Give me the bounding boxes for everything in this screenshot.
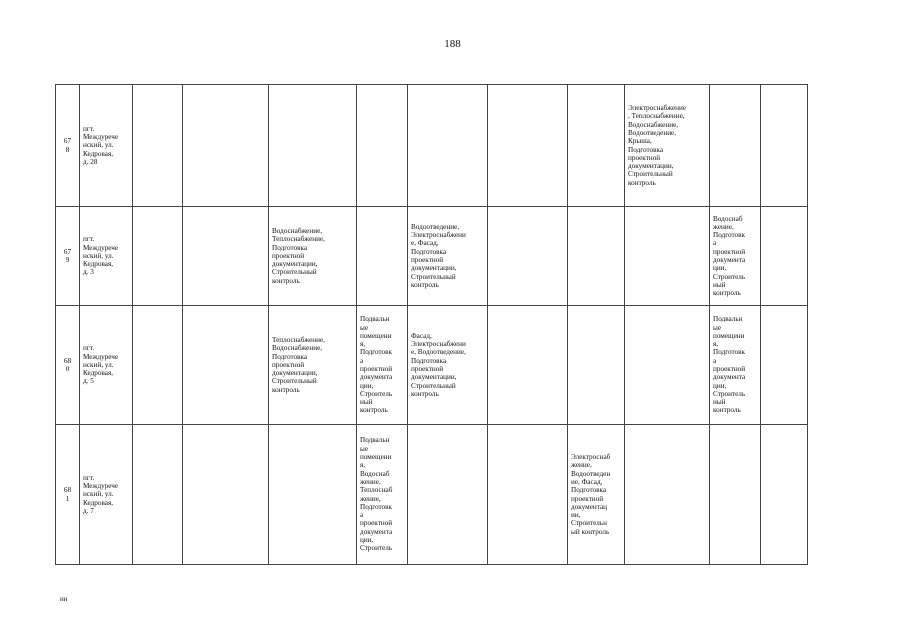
row-number: 68 1 [56, 425, 80, 565]
empty-cell [488, 85, 568, 207]
work-cell [408, 85, 488, 207]
work-cell [408, 425, 488, 565]
page-number: 188 [444, 38, 461, 50]
footer-mark: нн [60, 595, 68, 603]
work-cell [568, 306, 625, 425]
work-cell [568, 85, 625, 207]
work-cell: Водоотведение, Электроснабжени е, Фасад, Подготовка проектной документации, Строительный контроль [408, 207, 488, 306]
row-number: 68 0 [56, 306, 80, 425]
work-cell: Электроснабжение , Теплоснабжение, Водоснабжение, Водоотведение, Крыша, Подготовка проектной документации, Строительный контроль [625, 85, 710, 207]
address-cell: пгт. Междурече нский, ул. Кедровая, д. 3 [80, 207, 133, 306]
work-cell [625, 207, 710, 306]
work-cell: Подвальн ые помещени я, Подготовк а проектной документа ции, Строитель ный контроль [710, 306, 761, 425]
work-cell: Подвальн ые помещени я, Водоснаб жение, Теплоснаб жение, Подготовк а проектной документа ции, Строитель [357, 425, 408, 565]
address-cell: пгт. Междурече нский, ул. Кедровая, д. 5 [80, 306, 133, 425]
empty-cell [183, 207, 269, 306]
work-cell [269, 85, 357, 207]
empty-cell [183, 425, 269, 565]
work-cell: Водоснаб жение, Подготовк а проектной документа ции, Строитель ный контроль [710, 207, 761, 306]
table-row [56, 306, 808, 425]
empty-cell [761, 207, 808, 306]
empty-cell [761, 306, 808, 425]
work-cell [625, 306, 710, 425]
address-cell: пгт. Междурече нский, ул. Кедровая, д. 28 [80, 85, 133, 207]
work-cell [269, 425, 357, 565]
empty-cell [761, 85, 808, 207]
work-cell: Теплоснабжение, Водоснабжение, Подготовка проектной документации, Строительный контроль [269, 306, 357, 425]
work-cell: Подвальн ые помещени я, Подготовк а проектной документа ции, Строитель ный контроль [357, 306, 408, 425]
repair-schedule-table [55, 84, 808, 565]
work-cell [357, 207, 408, 306]
table-row [56, 85, 808, 207]
address-cell: пгт. Междурече нский, ул. Кедровая, д. 7 [80, 425, 133, 565]
empty-cell [488, 306, 568, 425]
empty-cell [133, 85, 183, 207]
work-cell [625, 425, 710, 565]
empty-cell [183, 85, 269, 207]
work-cell: Фасад, Электроснабжени е, Водоотведение, Подготовка проектной документации, Строительный контроль [408, 306, 488, 425]
work-cell: Водоснабжение, Теплоснабжение, Подготовка проектной документации, Строительный контроль [269, 207, 357, 306]
table-row [56, 425, 808, 565]
work-cell [710, 425, 761, 565]
empty-cell [761, 425, 808, 565]
table-row [56, 207, 808, 306]
work-cell [357, 85, 408, 207]
empty-cell [133, 425, 183, 565]
work-cell [710, 85, 761, 207]
work-cell: Электроснаб жение, Водоотведен ие, Фасад, Подготовка проектной документац ии, Строительн ый контроль [568, 425, 625, 565]
empty-cell [488, 425, 568, 565]
empty-cell [183, 306, 269, 425]
empty-cell [488, 207, 568, 306]
row-number: 67 8 [56, 85, 80, 207]
empty-cell [133, 207, 183, 306]
work-cell [568, 207, 625, 306]
row-number: 67 9 [56, 207, 80, 306]
empty-cell [133, 306, 183, 425]
